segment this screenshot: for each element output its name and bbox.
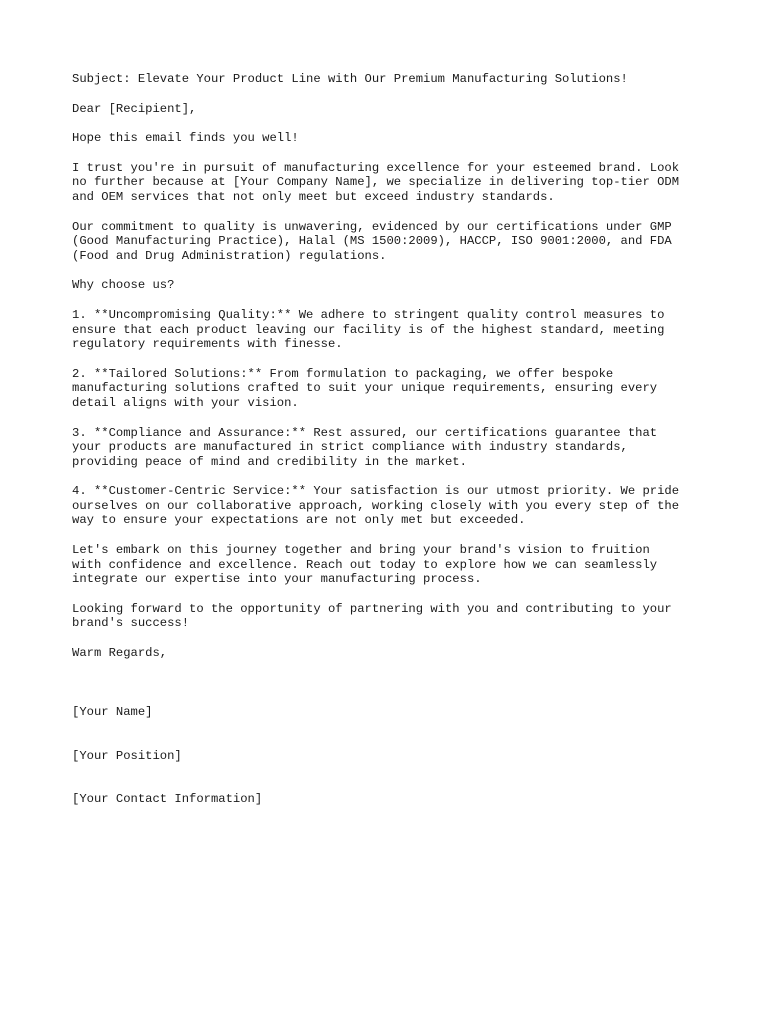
- why-choose-heading: Why choose us?: [72, 278, 175, 293]
- email-document: [72, 72, 712, 851]
- benefit-point-tailored: 2. **Tailored Solutions:** From formulation to packaging, we offer bespoke manufacturing solutions crafted to suit your unique requirements, ensuring every detail aligns with your vision.: [72, 366, 658, 410]
- sign-off: Warm Regards,: [72, 646, 168, 661]
- benefit-point-service: 4. **Customer-Centric Service:** Your satisfaction is our utmost priority. We pride ourselves on our collaborative approach, working closely with you every step of the way to ensure your expectations are not only met but exceeded.: [72, 484, 680, 528]
- email-subject: Subject: Elevate Your Product Line with Our Premium Manufacturing Solutions!: [72, 72, 628, 86]
- benefit-point-quality: 1. **Uncompromising Quality:** We adhere to stringent quality control measures to ensure that each product leaving our facility is of the highest standard, meeting regulatory requirements with finesse.: [72, 307, 665, 352]
- signature-contact: [Your Contact Information]: [72, 792, 263, 807]
- email-opening: Hope this email finds you well!: [72, 131, 299, 146]
- closing-paragraph: Looking forward to the opportunity of partnering with you and contributing to your brand's success!: [72, 601, 672, 631]
- email-intro-paragraph: I trust you're in pursuit of manufacturing excellence for your esteemed brand. Look no further because at [Your Company Name], we specialize in delivering top-tier ODM and OEM services that not only meet but exceed industry standards.: [72, 160, 680, 204]
- email-greeting: Dear [Recipient],: [72, 101, 197, 116]
- signature-position: [Your Position]: [72, 748, 182, 763]
- call-to-action-paragraph: Let's embark on this journey together and bring your brand's vision to fruition with confidence and excellence. Reach out today to explore how we can seamlessly integrate our expertise into your manufacturing process.: [72, 543, 658, 587]
- benefit-point-compliance: 3. **Compliance and Assurance:** Rest assured, our certifications guarantee that your products are manufactured in strict compliance with industry standards, providing peace of mind and credibility in the market.: [72, 425, 658, 469]
- signature-block: [72, 676, 712, 837]
- email-commitment-paragraph: Our commitment to quality is unwavering, evidenced by our certifications under GMP (Good Manufacturing Practice), Halal (MS 1500:2009), HACCP, ISO 9001:2000, and FDA (Food and Drug Administration) regulations.: [72, 219, 672, 263]
- signature-name: [Your Name]: [72, 704, 153, 719]
